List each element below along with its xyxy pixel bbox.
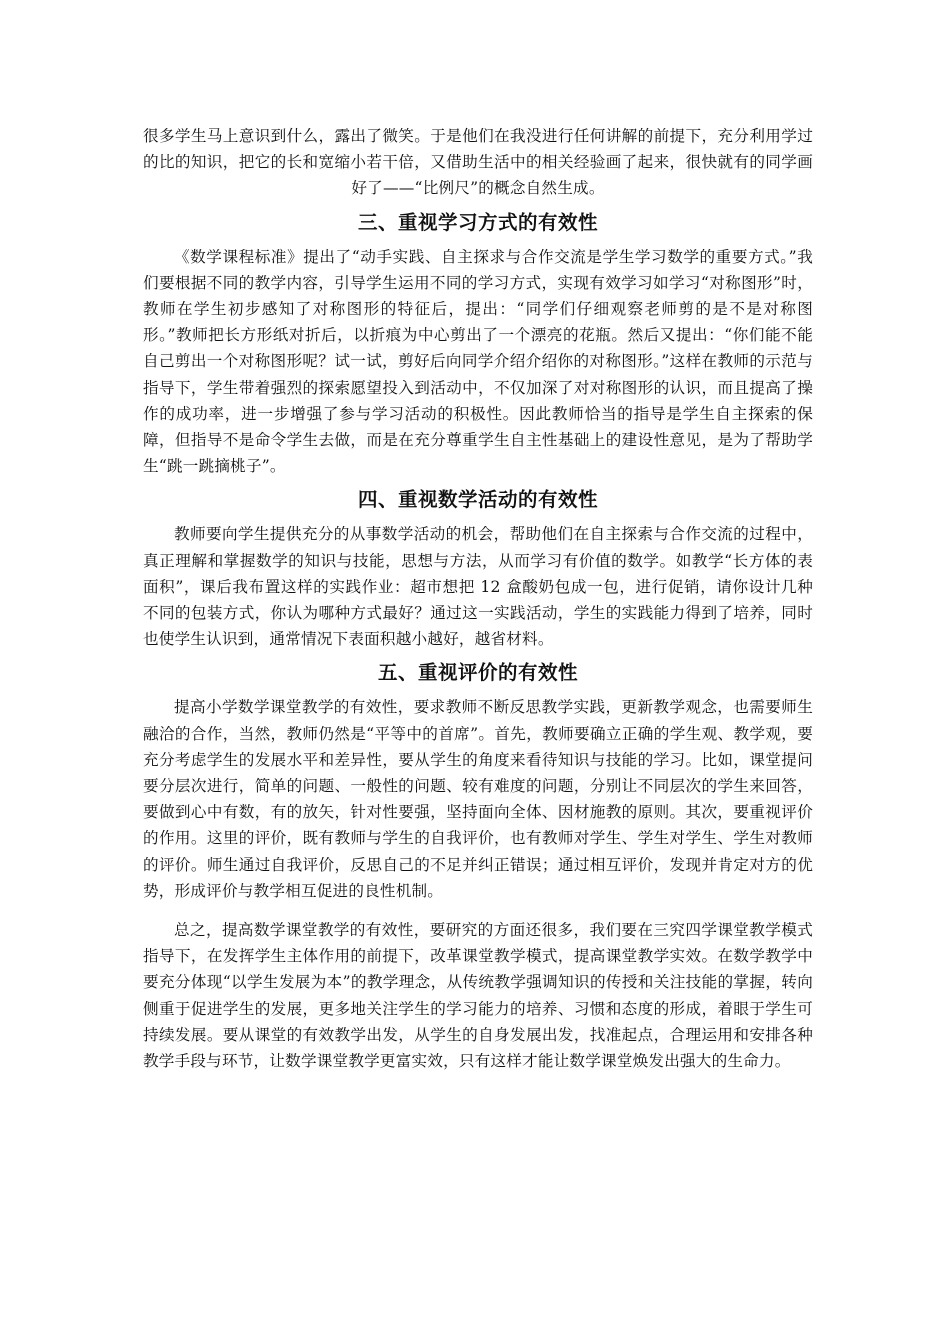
conclusion-paragraph: 总之，提高数学课堂教学的有效性，要研究的方面还很多，我们要在三究四学课堂教学模式指导下，在发挥学生主体作用的前提下，改革课堂教学模式，提高课堂教学实效。在数学教学中要充分体现“以学生发展为本”的教学理念，从传统教学强调知识的传授和关注技能的掌握，转向侧重于促进学生的发展，更多地关注学生的学习能力的培养、习惯和态度的形成，着眼于学生可持续发展。要从课堂的有效教学出发，从学生的自身发展出发，找准起点，合理运用和安排各种教学手段与环节，让数学课堂教学更富实效，只有这样才能让数学课堂焕发出强大的生命力。 <box>143 921 813 1071</box>
section-4-paragraph: 教师要向学生提供充分的从事数学活动的机会，帮助他们在自主探索与合作交流的过程中，真正理解和掌握数学的知识与技能，思想与方法，从而学习有价值的数学。如教学“长方体的表面积”，课后我布置这样的实践作业：超市想把 12 盒酸奶包成一包，进行促销，请你设计几种不同的包装方式，你认为哪种方式最好？通过这一实践活动，学生的实践能力得到了培养，同时也使学生认识到，通常情况下表面积越小越好，越省材料。 <box>143 525 813 649</box>
intro-paragraph: 很多学生马上意识到什么，露出了微笑。于是他们在我没进行任何讲解的前提下，充分利用学过的比的知识，把它的长和宽缩小若干倍，又借助生活中的相关经验画了起来，很快就有的同学画好了——“比例尺”的概念自然生成。 <box>143 127 813 198</box>
section-heading-3: 三、重视学习方式的有效性 <box>357 210 598 234</box>
section-heading-4: 四、重视数学活动的有效性 <box>357 488 598 512</box>
section-heading-5: 五、重视评价的有效性 <box>377 661 578 685</box>
section-3-paragraph: 《数学课程标准》提出了“动手实践、自主探求与合作交流是学生学习数学的重要方式。”我们要根据不同的教学内容，引导学生运用不同的学习方式，实现有效学习如学习“对称图形”时，教师在学生初步感知了对称图形的特征后，提出：“同学们仔细观察老师剪的是不是对称图形。”教师把长方形纸对折后，以折痕为中心剪出了一个漂亮的花瓶。然后又提出：“你们能不能自己剪出一个对称图形呢？试一试，剪好后向同学介绍介绍你的对称图形。”这样在教师的示范与指导下，学生带着强烈的探索愿望投入到活动中，不仅加深了对对称图形的认识，而且提高了操作的成功率，进一步增强了参与学习活动的积极性。因此教师恰当的指导是学生自主探索的保障，但指导不是命令学生去做，而是在充分尊重学生自主性基础上的建设性意见，是为了帮助学生“跳一跳摘桃子”。 <box>143 247 813 476</box>
document-page <box>143 123 813 1074</box>
section-5-paragraph: 提高小学数学课堂教学的有效性，要求教师不断反思教学实践，更新教学观念，也需要师生融洽的合作，当然，教师仍然是“平等中的首席”。首先，教师要确立正确的学生观、教学观，要充分考虑学生的发展水平和差异性，要从学生的角度来看待知识与技能的学习。比如，课堂提问要分层次进行，简单的问题、一般性的问题、较有难度的问题，分别让不同层次的学生来回答，要做到心中有数，有的放矢，针对性要强，坚持面向全体、因材施教的原则。其次，要重视评价的作用。这里的评价，既有教师与学生的自我评价，也有教师对学生、学生对学生、学生对教师的评价。师生通过自我评价，反思自己的不足并纠正错误；通过相互评价，发现并肯定对方的优势，形成评价与教学相互促进的良性机制。 <box>143 698 813 900</box>
